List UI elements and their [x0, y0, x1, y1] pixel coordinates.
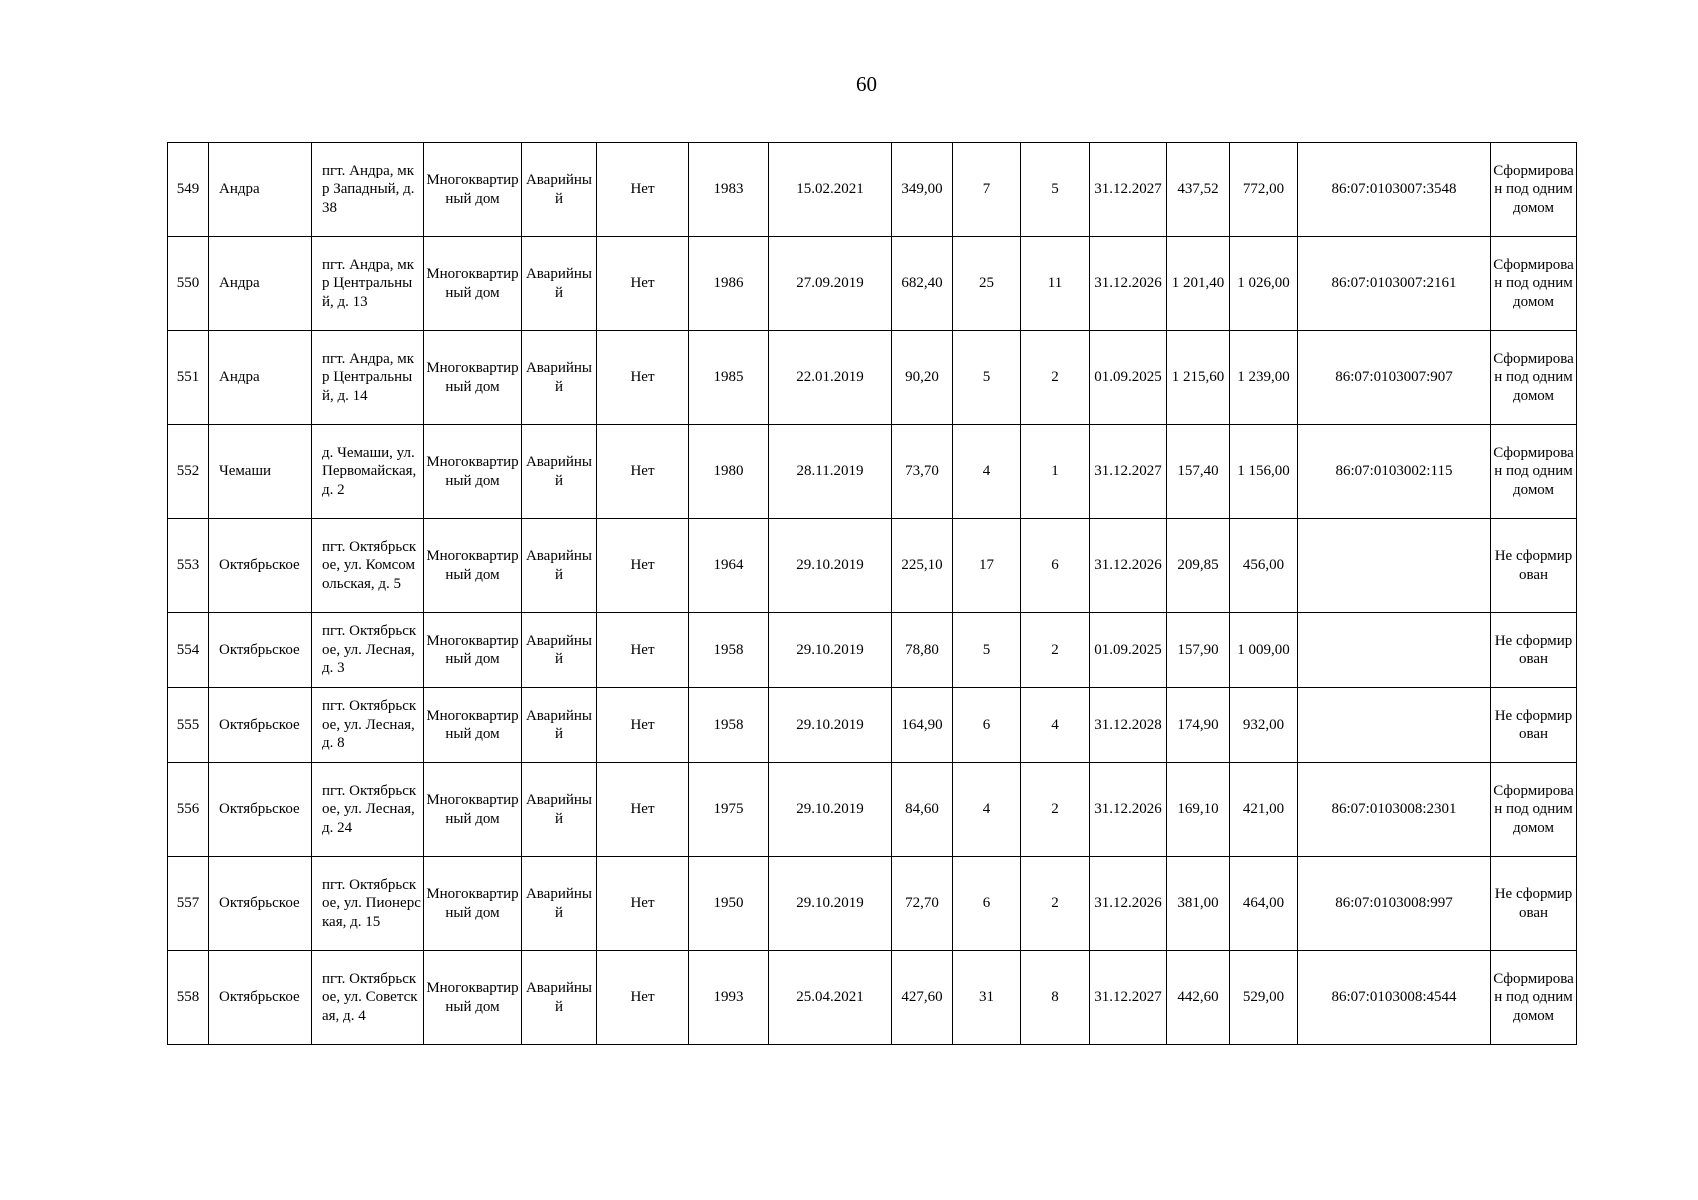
build-year: 1986: [689, 237, 769, 331]
recognition-date: 27.09.2019: [769, 237, 892, 331]
address: пгт. Октябрьское, ул. Лесная, д. 8: [312, 688, 424, 763]
land-area: 1 026,00: [1230, 237, 1298, 331]
address: пгт. Андра, мкр Центральный, д. 14: [312, 331, 424, 425]
address: пгт. Андра, мкр Западный, д. 38: [312, 143, 424, 237]
address: пгт. Октябрьское, ул. Лесная, д. 24: [312, 763, 424, 857]
resettlement-deadline: 31.12.2026: [1090, 237, 1167, 331]
house-type: Многоквартирный дом: [424, 143, 522, 237]
house-type: Многоквартирный дом: [424, 519, 522, 613]
table-row: [168, 613, 1577, 688]
land-area: 456,00: [1230, 519, 1298, 613]
settlement-name: Октябрьское: [209, 688, 312, 763]
recognition-date: 29.10.2019: [769, 688, 892, 763]
emergency-status: Аварийный: [522, 237, 597, 331]
premises-count: 11: [1021, 237, 1090, 331]
emergency-status: Аварийный: [522, 763, 597, 857]
table-row: [168, 519, 1577, 613]
residents-count: 25: [953, 237, 1021, 331]
land-area: 1 239,00: [1230, 331, 1298, 425]
settlement-name: Андра: [209, 143, 312, 237]
residents-count: 5: [953, 331, 1021, 425]
residents-count: 6: [953, 857, 1021, 951]
house-type: Многоквартирный дом: [424, 857, 522, 951]
table-row: [168, 425, 1577, 519]
house-type: Многоквартирный дом: [424, 688, 522, 763]
row-number: 557: [168, 857, 209, 951]
table-row: [168, 688, 1577, 763]
flag: Нет: [597, 763, 689, 857]
cadastral-number: 86:07:0103008:2301: [1298, 763, 1491, 857]
resettlement-deadline: 31.12.2028: [1090, 688, 1167, 763]
row-number: 552: [168, 425, 209, 519]
recognition-date: 29.10.2019: [769, 763, 892, 857]
residents-count: 4: [953, 425, 1021, 519]
residents-count: 4: [953, 763, 1021, 857]
recognition-date: 28.11.2019: [769, 425, 892, 519]
residents-count: 5: [953, 613, 1021, 688]
address: пгт. Андра, мкр Центральный, д. 13: [312, 237, 424, 331]
land-plot-status: Не сформирован: [1491, 857, 1577, 951]
land-plot-status: Сформирован под одним домом: [1491, 331, 1577, 425]
living-area: 72,70: [892, 857, 953, 951]
resettlement-deadline: 01.09.2025: [1090, 613, 1167, 688]
row-number: 554: [168, 613, 209, 688]
land-plot-status: Не сформирован: [1491, 688, 1577, 763]
total-area: 437,52: [1167, 143, 1230, 237]
land-plot-status: Сформирован под одним домом: [1491, 951, 1577, 1045]
total-area: 157,40: [1167, 425, 1230, 519]
land-area: 529,00: [1230, 951, 1298, 1045]
build-year: 1983: [689, 143, 769, 237]
build-year: 1964: [689, 519, 769, 613]
land-plot-status: Сформирован под одним домом: [1491, 425, 1577, 519]
house-type: Многоквартирный дом: [424, 425, 522, 519]
total-area: 169,10: [1167, 763, 1230, 857]
living-area: 84,60: [892, 763, 953, 857]
table-row: [168, 763, 1577, 857]
house-type: Многоквартирный дом: [424, 951, 522, 1045]
premises-count: 1: [1021, 425, 1090, 519]
address: пгт. Октябрьское, ул. Лесная, д. 3: [312, 613, 424, 688]
total-area: 442,60: [1167, 951, 1230, 1045]
house-type: Многоквартирный дом: [424, 331, 522, 425]
cadastral-number: 86:07:0103008:4544: [1298, 951, 1491, 1045]
flag: Нет: [597, 519, 689, 613]
living-area: 78,80: [892, 613, 953, 688]
row-number: 549: [168, 143, 209, 237]
land-area: 421,00: [1230, 763, 1298, 857]
resettlement-deadline: 31.12.2026: [1090, 519, 1167, 613]
total-area: 174,90: [1167, 688, 1230, 763]
residents-count: 6: [953, 688, 1021, 763]
emergency-status: Аварийный: [522, 425, 597, 519]
address: пгт. Октябрьское, ул. Пионерская, д. 15: [312, 857, 424, 951]
living-area: 164,90: [892, 688, 953, 763]
land-plot-status: Не сформирован: [1491, 613, 1577, 688]
premises-count: 2: [1021, 613, 1090, 688]
recognition-date: 15.02.2021: [769, 143, 892, 237]
cadastral-number: [1298, 519, 1491, 613]
recognition-date: 29.10.2019: [769, 857, 892, 951]
recognition-date: 25.04.2021: [769, 951, 892, 1045]
land-plot-status: Сформирован под одним домом: [1491, 237, 1577, 331]
recognition-date: 29.10.2019: [769, 613, 892, 688]
premises-count: 2: [1021, 763, 1090, 857]
table-row: [168, 331, 1577, 425]
build-year: 1975: [689, 763, 769, 857]
land-plot-status: Сформирован под одним домом: [1491, 143, 1577, 237]
row-number: 555: [168, 688, 209, 763]
settlement-name: Октябрьское: [209, 519, 312, 613]
emergency-status: Аварийный: [522, 519, 597, 613]
recognition-date: 29.10.2019: [769, 519, 892, 613]
settlement-name: Чемаши: [209, 425, 312, 519]
living-area: 349,00: [892, 143, 953, 237]
settlement-name: Октябрьское: [209, 763, 312, 857]
land-area: 1 156,00: [1230, 425, 1298, 519]
resettlement-deadline: 31.12.2027: [1090, 951, 1167, 1045]
cadastral-number: 86:07:0103007:3548: [1298, 143, 1491, 237]
flag: Нет: [597, 857, 689, 951]
total-area: 1 201,40: [1167, 237, 1230, 331]
build-year: 1985: [689, 331, 769, 425]
settlement-name: Андра: [209, 237, 312, 331]
emergency-status: Аварийный: [522, 331, 597, 425]
house-type: Многоквартирный дом: [424, 613, 522, 688]
cadastral-number: 86:07:0103007:2161: [1298, 237, 1491, 331]
address: пгт. Октябрьское, ул. Комсомольская, д. 5: [312, 519, 424, 613]
emergency-status: Аварийный: [522, 688, 597, 763]
land-plot-status: Сформирован под одним домом: [1491, 763, 1577, 857]
premises-count: 5: [1021, 143, 1090, 237]
flag: Нет: [597, 688, 689, 763]
settlement-name: Октябрьское: [209, 951, 312, 1045]
cadastral-number: [1298, 688, 1491, 763]
row-number: 551: [168, 331, 209, 425]
resettlement-deadline: 31.12.2026: [1090, 763, 1167, 857]
emergency-status: Аварийный: [522, 613, 597, 688]
build-year: 1950: [689, 857, 769, 951]
table-row: [168, 237, 1577, 331]
table-row: [168, 857, 1577, 951]
build-year: 1980: [689, 425, 769, 519]
total-area: 381,00: [1167, 857, 1230, 951]
cadastral-number: 86:07:0103007:907: [1298, 331, 1491, 425]
cadastral-number: 86:07:0103008:997: [1298, 857, 1491, 951]
living-area: 90,20: [892, 331, 953, 425]
residents-count: 17: [953, 519, 1021, 613]
resettlement-deadline: 31.12.2026: [1090, 857, 1167, 951]
total-area: 1 215,60: [1167, 331, 1230, 425]
resettlement-deadline: 01.09.2025: [1090, 331, 1167, 425]
flag: Нет: [597, 143, 689, 237]
flag: Нет: [597, 331, 689, 425]
page-number: 60: [856, 72, 877, 96]
address: пгт. Октябрьское, ул. Советская, д. 4: [312, 951, 424, 1045]
premises-count: 8: [1021, 951, 1090, 1045]
residents-count: 31: [953, 951, 1021, 1045]
premises-count: 4: [1021, 688, 1090, 763]
resettlement-deadline: 31.12.2027: [1090, 143, 1167, 237]
table-row: [168, 951, 1577, 1045]
emergency-status: Аварийный: [522, 857, 597, 951]
build-year: 1958: [689, 613, 769, 688]
land-area: 932,00: [1230, 688, 1298, 763]
premises-count: 2: [1021, 331, 1090, 425]
land-area: 772,00: [1230, 143, 1298, 237]
row-number: 556: [168, 763, 209, 857]
premises-count: 6: [1021, 519, 1090, 613]
cadastral-number: 86:07:0103002:115: [1298, 425, 1491, 519]
table-row: [168, 143, 1577, 237]
total-area: 157,90: [1167, 613, 1230, 688]
residents-count: 7: [953, 143, 1021, 237]
living-area: 682,40: [892, 237, 953, 331]
house-type: Многоквартирный дом: [424, 763, 522, 857]
build-year: 1958: [689, 688, 769, 763]
emergency-status: Аварийный: [522, 143, 597, 237]
emergency-housing-table: [167, 142, 1577, 1045]
address: д. Чемаши, ул. Первомайская, д. 2: [312, 425, 424, 519]
build-year: 1993: [689, 951, 769, 1045]
living-area: 73,70: [892, 425, 953, 519]
settlement-name: Октябрьское: [209, 857, 312, 951]
row-number: 558: [168, 951, 209, 1045]
total-area: 209,85: [1167, 519, 1230, 613]
flag: Нет: [597, 613, 689, 688]
cadastral-number: [1298, 613, 1491, 688]
flag: Нет: [597, 951, 689, 1045]
settlement-name: Октябрьское: [209, 613, 312, 688]
living-area: 427,60: [892, 951, 953, 1045]
living-area: 225,10: [892, 519, 953, 613]
land-plot-status: Не сформирован: [1491, 519, 1577, 613]
resettlement-deadline: 31.12.2027: [1090, 425, 1167, 519]
house-type: Многоквартирный дом: [424, 237, 522, 331]
land-area: 464,00: [1230, 857, 1298, 951]
flag: Нет: [597, 237, 689, 331]
recognition-date: 22.01.2019: [769, 331, 892, 425]
row-number: 553: [168, 519, 209, 613]
row-number: 550: [168, 237, 209, 331]
emergency-status: Аварийный: [522, 951, 597, 1045]
settlement-name: Андра: [209, 331, 312, 425]
premises-count: 2: [1021, 857, 1090, 951]
flag: Нет: [597, 425, 689, 519]
land-area: 1 009,00: [1230, 613, 1298, 688]
